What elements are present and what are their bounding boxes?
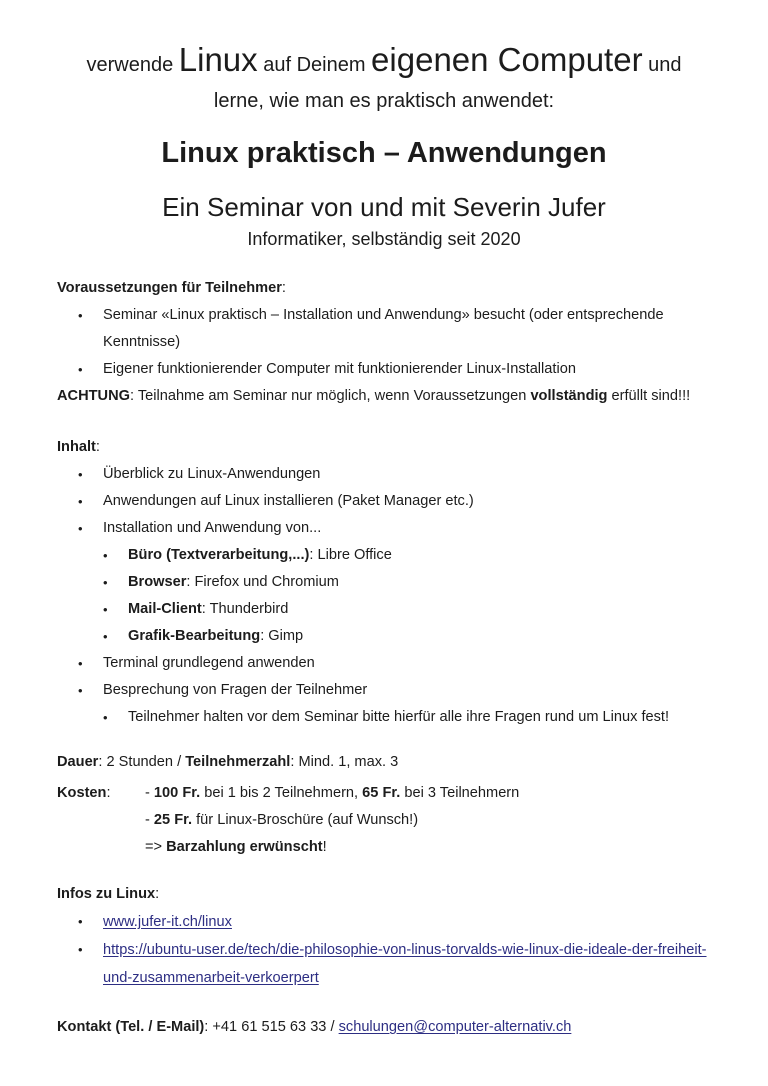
bullet-icon: • [103,575,108,590]
intro-line-2: lerne, wie man es praktisch anwendet: [213,90,555,112]
item-label: Mail-Client [128,601,202,617]
kontakt-line [57,1014,711,1041]
link-line-2: und-zusammenarbeit-verkoerpert [103,970,319,986]
achtung-text: erfüllt sind!!! [607,388,691,404]
kosten-run: - [145,785,154,801]
bullet-icon: • [78,494,83,509]
bullet-icon: • [103,548,108,563]
bullet-icon: • [78,942,83,957]
heading-colon: : [95,439,100,455]
presenter-credentials: Informatiker, selbständig seit 2020 [247,229,521,249]
dauer-value: : 2 Stunden / [98,754,186,770]
item-value: : Firefox und Chromium [186,574,339,590]
page-title: Linux praktisch – Anwendungen [161,137,607,169]
list-item-text [128,569,711,596]
kosten-run: bei 3 Teilnehmern [400,785,520,801]
kontakt-phone: +41 61 515 63 33 [212,1019,327,1035]
intro-run-computer: eigenen Computer [371,41,643,78]
kontakt-slash: / [326,1019,339,1035]
list-item-text: Besprechung von Fragen der Teilnehmer [103,682,368,698]
item-value: : Gimp [260,628,304,644]
item-value: : Libre Office [309,547,392,563]
heading-text: Infos zu Linux [57,886,156,902]
intro-run: und [642,54,682,76]
dauer-label: Dauer [57,754,99,770]
list-item-text [128,623,711,650]
list-item-text [128,596,711,623]
kosten-run: - [145,812,154,828]
achtung-text: : Teilnahme am Seminar nur möglich, wenn Voraussetzungen [129,388,531,404]
list-item-text [128,542,711,569]
bullet-icon: • [78,362,83,377]
list-item [57,356,711,383]
link-ubuntu-user-article[interactable] [103,936,711,992]
section-heading-inhalt [57,434,711,461]
kosten-run: ! [322,839,327,855]
teilnehmerzahl-value: : Mind. 1, max. 3 [290,754,399,770]
achtung-bold: vollständig [530,388,608,404]
kosten-line-2 [145,807,711,834]
intro-run-linux: Linux [178,41,258,78]
bullet-icon: • [103,710,108,725]
list-item-text: Überblick zu Linux-Anwendungen [103,466,321,482]
intro-run: auf Deinem [257,54,372,76]
list-item [57,677,711,704]
heading-text: Voraussetzungen für Teilnehmer [57,280,282,296]
heading-text: Inhalt [57,439,96,455]
link-jufer-it[interactable]: www.jufer-it.ch/linux [103,914,232,930]
kosten-label [57,780,145,861]
bullet-icon: • [78,308,83,323]
bullet-icon: • [103,602,108,617]
kosten-run: => [145,839,167,855]
list-item [57,542,711,569]
flyer-body [57,275,711,1041]
list-item [57,302,711,356]
kosten-label-text: Kosten [57,785,107,801]
list-item-text: Anwendungen auf Linux installieren (Paket Manager etc.) [103,493,474,509]
kosten-price: 25 Fr. [153,812,193,828]
bullet-icon: • [78,683,83,698]
list-item [57,596,711,623]
heading-colon: : [281,280,286,296]
intro-run: verwende [86,54,179,76]
kosten-block [57,780,711,861]
heading-colon: : [155,886,160,902]
list-item [57,515,711,542]
list-item [57,936,711,992]
kosten-run: für Linux-Broschüre (auf Wunsch!) [192,812,419,828]
seminar-subtitle: Ein Seminar von und mit Severin Jufer [162,192,606,222]
kontakt-sep: : [204,1019,213,1035]
list-item [57,461,711,488]
kontakt-label: Kontakt (Tel. / E-Mail) [57,1019,205,1035]
kosten-label-colon: : [106,785,111,801]
list-item [57,650,711,677]
kontakt-email-link[interactable]: schulungen@computer-alternativ.ch [338,1019,572,1035]
teilnehmerzahl-label: Teilnehmerzahl [185,754,291,770]
list-item [57,704,711,731]
list-item-text: Terminal grundlegend anwenden [103,655,315,671]
achtung-note [57,383,711,410]
list-item-text: Eigener funktionierender Computer mit funktionierender Linux-Installation [103,361,576,377]
achtung-label: ACHTUNG [57,388,130,404]
item-value: : Thunderbird [201,601,289,617]
bullet-icon: • [78,914,83,929]
intro-line-1 [57,40,711,85]
list-item [57,623,711,650]
item-label: Büro (Textverarbeitung,...) [128,547,310,563]
list-item-text: Installation und Anwendung von... [103,520,322,536]
kosten-price: 65 Fr. [362,785,401,801]
barzahlung-note: Barzahlung erwünscht [166,839,323,855]
kosten-lines [145,780,711,861]
bullet-icon: • [78,521,83,536]
list-item-text: Teilnehmer halten vor dem Seminar bitte hierfür alle ihre Fragen rund um Linux fest! [128,709,670,725]
link-line-1: https://ubuntu-user.de/tech/die-philosophie-von-linus-torvalds-wie-linux-die-ideale-der-freiheit- [103,942,707,958]
list-item [57,488,711,515]
bullet-icon: • [78,656,83,671]
list-item-text: Seminar «Linux praktisch – Installation und Anwendung» besucht (oder entsprechende Kenntnisse) [103,307,664,350]
bullet-icon: • [103,629,108,644]
section-heading-voraussetzungen [57,275,711,302]
kosten-line-3 [145,834,711,861]
kosten-price: 100 Fr. [153,785,201,801]
item-label: Grafik-Bearbeitung [128,628,261,644]
item-label: Browser [128,574,187,590]
list-item [57,908,711,936]
kosten-line-1 [145,780,711,807]
list-item [57,569,711,596]
dauer-line [57,749,711,776]
bullet-icon: • [78,467,83,482]
kosten-run: bei 1 bis 2 Teilnehmern, [200,785,363,801]
section-heading-infos [57,881,711,908]
